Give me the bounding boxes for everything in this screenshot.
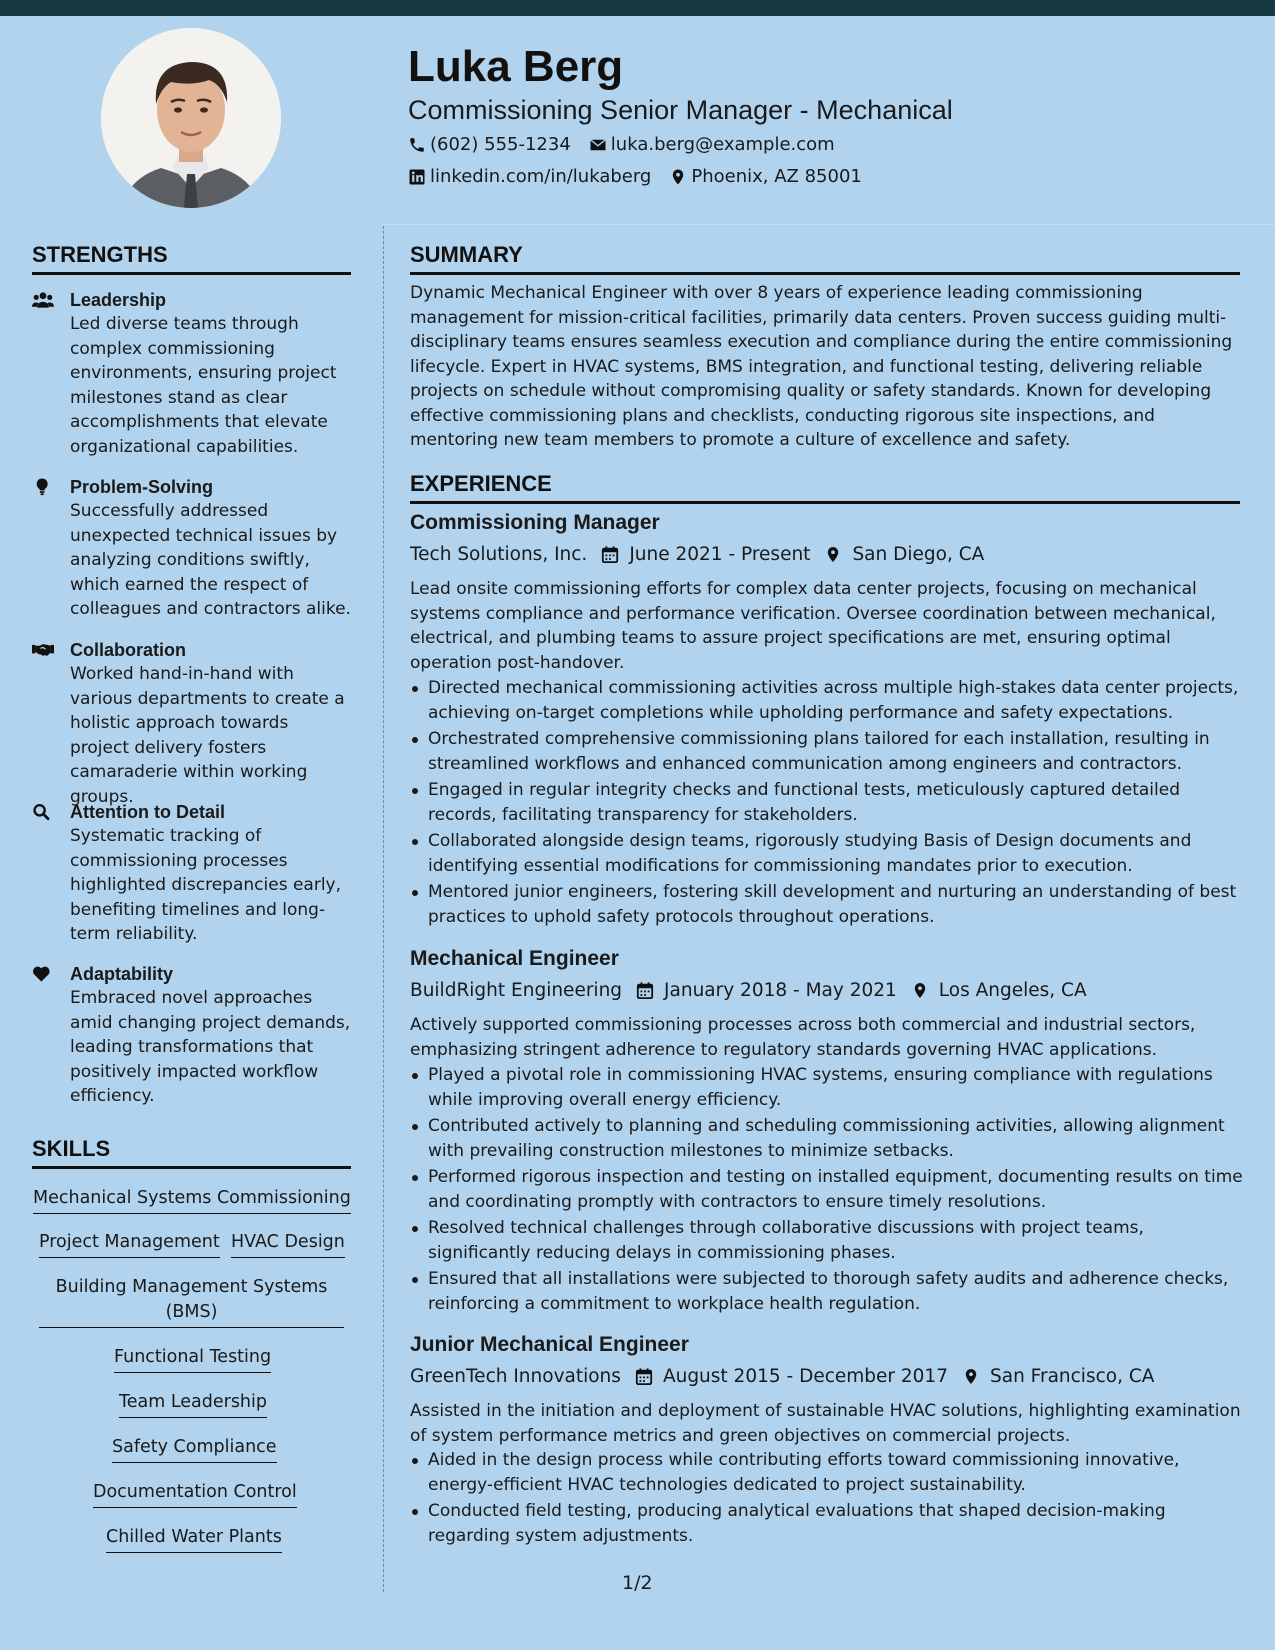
- job-bullets: [410, 1063, 1244, 1318]
- skill-tag: Functional Testing: [114, 1345, 271, 1373]
- strength-item: [32, 800, 352, 947]
- profile-photo: [101, 28, 281, 208]
- map-pin-icon: [824, 545, 842, 564]
- header-rule: [383, 224, 1275, 225]
- job-description: Lead onsite commissioning efforts for complex data center projects, focusing on mechanical systems compliance and performance verification. Oversee coordination between mechanical, electrical, and plumbing teams to assure project specifications are met, ensuring optimal operation post-handover.: [410, 579, 1216, 673]
- skill-tag: Mechanical Systems Commissioning: [33, 1186, 351, 1214]
- job-meta: [410, 980, 1101, 1001]
- strength-name: Leadership: [70, 289, 167, 310]
- candidate-title: Commissioning Senior Manager - Mechanical: [408, 95, 953, 125]
- list-item: Contributed actively to planning and scheduling commissioning activities, allowing alignment with prevailing construction milestones to minimize setbacks.: [410, 1114, 1244, 1163]
- list-item: Ensured that all installations were subjected to thorough safety audits and adherence checks, reinforcing a commitment to workplace health regulation.: [410, 1267, 1244, 1316]
- page-number: 1/2: [622, 1572, 653, 1594]
- skill-tag: Project Management: [39, 1230, 220, 1258]
- job-title: Mechanical Engineer: [410, 947, 619, 970]
- summary-heading: SUMMARY: [410, 242, 1240, 275]
- job-location: Los Angeles, CA: [938, 980, 1087, 1001]
- envelope-icon: [589, 136, 607, 154]
- list-item: Conducted field testing, producing analytical evaluations that shaped decision-making regarding system adjustments.: [410, 1499, 1244, 1548]
- job-dates: January 2018 - May 2021: [664, 980, 897, 1001]
- list-item: Orchestrated comprehensive commissioning plans tailored for each installation, resulting in streamlined workflows and enhanced communication among engineers and contractors.: [410, 727, 1244, 776]
- strength-name: Adaptability: [70, 963, 174, 984]
- summary-text: Dynamic Mechanical Engineer with over 8 years of experience leading commissioning management for mission-critical facilities, primarily data centers. Proven success guiding multi-disciplinary teams ensures seamless execution and compliance during the entire commissioning lifecycle. Expert in HVAC systems, BMS integration, and functional testing, delivering reliable projects on schedule without compromising quality or safety standards. Known for developing effective commissioning plans and checklists, conducting rigorous site inspections, and mentoring new team members to promote a culture of excellence and safety.: [410, 283, 1233, 450]
- list-item: Collaborated alongside design teams, rigorously studying Basis of Design documents and identifying essential modifications for commissioning mandates prior to execution.: [410, 829, 1244, 878]
- strength-desc: Led diverse teams through complex commissioning environments, ensuring project milestones stand as clear accomplishments that elevate organizational capabilities.: [70, 314, 337, 457]
- skills-heading: SKILLS: [32, 1136, 351, 1169]
- strength-name: Collaboration: [70, 639, 186, 660]
- skill-tag: HVAC Design: [231, 1230, 345, 1258]
- strength-desc: Systematic tracking of commissioning processes highlighted discrepancies early, benefiting timelines and long-term reliability.: [70, 826, 342, 944]
- skill-tag: Documentation Control: [93, 1480, 297, 1508]
- job-bullets: [410, 1448, 1244, 1550]
- job-dates: August 2015 - December 2017: [662, 1366, 948, 1387]
- strength-name: Attention to Detail: [70, 801, 225, 822]
- list-item: Resolved technical challenges through collaborative discussions with project teams, significantly reducing delays in commissioning phases.: [410, 1216, 1244, 1265]
- job-bullets: [410, 676, 1244, 931]
- skill-tag: Building Management Systems (BMS): [39, 1275, 344, 1328]
- job-description: Actively supported commissioning processes across both commercial and industrial sectors, emphasizing stringent adherence to regulatory standards governing HVAC applications.: [410, 1015, 1196, 1060]
- list-item: Performed rigorous inspection and testing on installed equipment, documenting results on time and coordinating promptly with contractors to ensure timely resolutions.: [410, 1165, 1244, 1214]
- skill-tag: Safety Compliance: [112, 1435, 277, 1463]
- linkedin-icon: [408, 168, 426, 186]
- lightbulb-icon: [32, 477, 54, 497]
- calendar-icon: [601, 545, 619, 564]
- location-text: Phoenix, AZ 85001: [691, 166, 862, 187]
- contact-row-1: [408, 134, 853, 155]
- job-location: San Francisco, CA: [989, 1366, 1155, 1387]
- list-item: Aided in the design process while contributing efforts toward commissioning innovative, energy-efficient HVAC technologies dedicated to project sustainability.: [410, 1448, 1244, 1497]
- strength-desc: Embraced novel approaches amid changing project demands, leading transformations that positively impacted workflow efficiency.: [70, 988, 351, 1106]
- strengths-heading: STRENGTHS: [32, 242, 351, 275]
- skill-tag: Chilled Water Plants: [106, 1525, 282, 1553]
- linkedin-text: linkedin.com/in/lukaberg: [430, 166, 652, 187]
- strength-item: [32, 288, 352, 459]
- contact-linkedin[interactable]: [408, 166, 651, 187]
- phone-text: (602) 555-1234: [430, 134, 571, 155]
- strength-item: [32, 962, 352, 1109]
- job-meta: [410, 1366, 1168, 1387]
- strength-name: Problem-Solving: [70, 476, 214, 497]
- contact-phone[interactable]: [408, 134, 571, 155]
- job-company: Tech Solutions, Inc.: [410, 544, 588, 565]
- list-item: Mentored junior engineers, fostering skill development and nurturing an understanding of best practices to uphold safety protocols throughout operations.: [410, 880, 1244, 929]
- strength-desc: Worked hand-in-hand with various departments to create a holistic approach towards project delivery fosters camaraderie within working groups.: [70, 664, 345, 807]
- skill-tag: Team Leadership: [119, 1390, 267, 1418]
- job-location: San Diego, CA: [852, 544, 985, 565]
- job-title: Junior Mechanical Engineer: [410, 1333, 689, 1356]
- list-item: Directed mechanical commissioning activities across multiple high-stakes data center projects, achieving on-target completions while upholding performance and safety expectations.: [410, 676, 1244, 725]
- phone-icon: [408, 136, 426, 154]
- candidate-name: Luka Berg: [408, 42, 624, 91]
- contact-row-2: [408, 166, 880, 187]
- calendar-icon: [636, 981, 654, 1000]
- contact-location: [669, 166, 861, 187]
- map-pin-icon: [962, 1367, 980, 1386]
- job-company: GreenTech Innovations: [410, 1366, 621, 1387]
- calendar-icon: [635, 1367, 653, 1386]
- job-dates: June 2021 - Present: [629, 544, 811, 565]
- column-divider: [383, 226, 384, 1592]
- handshake-icon: [32, 640, 54, 660]
- search-icon: [32, 802, 54, 822]
- list-item: Engaged in regular integrity checks and functional tests, meticulously captured detailed records, facilitating transparency for stakeholders.: [410, 778, 1244, 827]
- strength-desc: Successfully addressed unexpected technical issues by analyzing conditions swiftly, which earned the respect of colleagues and contractors alike.: [70, 501, 351, 619]
- job-meta: [410, 544, 998, 565]
- job-description: Assisted in the initiation and deployment of sustainable HVAC solutions, highlighting examination of system performance metrics and green objectives on commercial projects.: [410, 1401, 1241, 1446]
- strength-item: [32, 638, 352, 809]
- users-icon: [32, 290, 54, 310]
- map-pin-icon: [911, 981, 929, 1000]
- list-item: Played a pivotal role in commissioning HVAC systems, ensuring compliance with regulations while improving overall energy efficiency.: [410, 1063, 1244, 1112]
- email-text: luka.berg@example.com: [610, 134, 835, 155]
- strength-item: [32, 475, 352, 622]
- job-title: Commissioning Manager: [410, 511, 660, 534]
- map-pin-icon: [669, 168, 687, 186]
- experience-heading: EXPERIENCE: [410, 471, 1240, 504]
- job-company: BuildRight Engineering: [410, 980, 623, 1001]
- contact-email[interactable]: [589, 134, 835, 155]
- heart-icon: [32, 964, 54, 984]
- top-bar: [0, 0, 1275, 16]
